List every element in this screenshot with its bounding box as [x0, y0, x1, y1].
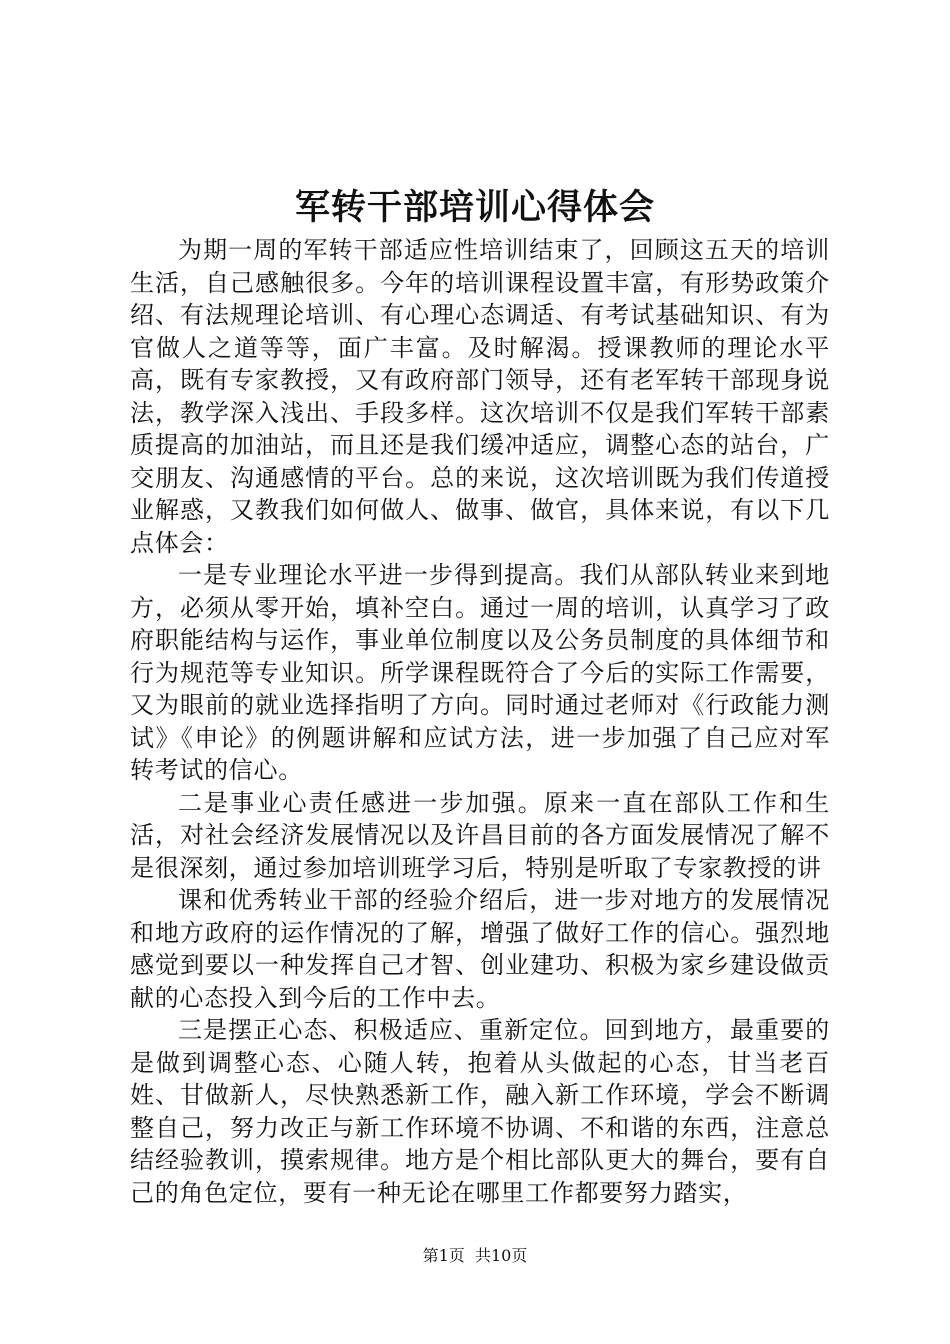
page-number: 第1页	[422, 1246, 465, 1265]
document-body	[130, 234, 830, 1209]
footer-separator	[465, 1246, 475, 1265]
paragraph-3: 二是事业心责任感进一步加强。原来一直在部队工作和生活，对社会经济发展情况以及许昌目前的各方面发展情况了解不是很深刻，通过参加培训班学习后，特别是听取了专家教授的讲	[130, 788, 830, 882]
page-footer	[0, 1246, 950, 1266]
paragraph-5: 三是摆正心态、积极适应、重新定位。回到地方，最重要的是做到调整心态、心随人转，抱着从头做起的心态，甘当老百姓、甘做新人，尽快熟悉新工作，融入新工作环境，学会不断调整自己，努力改正与新工作环境不协调、不和谐的东西，注意总结经验教训，摸索规律。地方是个相比部队更大的舞台，要有自己的角色定位，要有一种无论在哪里工作都要努力踏实，	[130, 1016, 830, 1207]
document-title: 军转干部培训心得体会	[294, 187, 655, 228]
paragraph-2: 一是专业理论水平进一步得到提高。我们从部队转业来到地方，必须从零开始，填补空白。通过一周的培训，认真学习了政府职能结构与运作，事业单位制度以及公务员制度的具体细节和行为规范等专业知识。所学课程既符合了今后的实际工作需要，又为眼前的就业选择指明了方向。同时通过老师对《行政能力测试》《申论》的例题讲解和应试方法，进一步加强了自己应对军转考试的信心。	[130, 561, 830, 784]
paragraph-1: 为期一周的军转干部适应性培训结束了，回顾这五天的培训生活，自己感触很多。今年的培训课程设置丰富，有形势政策介绍、有法规理论培训、有心理心态调适、有考试基础知识、有为官做人之道等等，面广丰富。及时解渴。授课教师的理论水平高，既有专家教授，又有政府部门领导，还有老军转干部现身说法，教学深入浅出、手段多样。这次培训不仅是我们军转干部素质提高的加油站，而且还是我们缓冲适应，调整心态的站台，广交朋友、沟通感情的平台。总的来说，这次培训既为我们传道授业解惑，又教我们如何做人、做事、做官，具体来说，有以下几点体会：	[130, 236, 830, 557]
total-pages: 共10页	[474, 1246, 528, 1265]
paragraph-4: 课和优秀转业干部的经验介绍后，进一步对地方的发展情况和地方政府的运作情况的了解，增强了做好工作的信心。强烈地感觉到要以一种发挥自己才智、创业建功、积极为家乡建设做贡献的心态投入到今后的工作中去。	[130, 886, 830, 1012]
